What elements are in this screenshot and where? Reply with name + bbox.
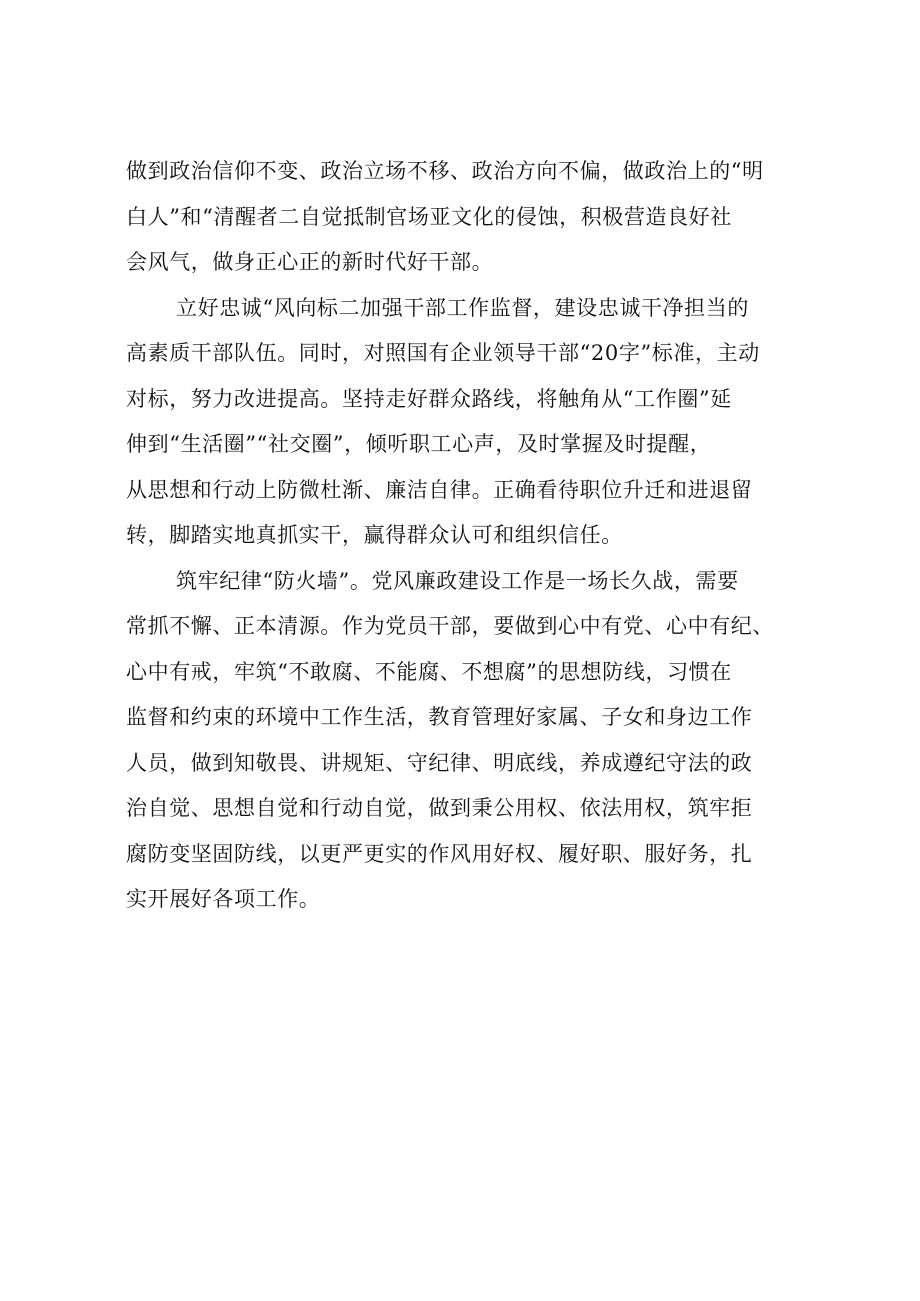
text-line: 常抓不懈、正本清源。作为党员干部，要做到心中有党、心中有纪、	[126, 614, 774, 638]
text-line: 心中有戒，牢筑“不敢腐、不能腐、不想腐”的思想防线，习惯在	[126, 659, 732, 684]
text-line: 立好忠诚“风向标二加强干部工作监督，建设忠诚干净担当的	[176, 295, 749, 320]
text-line: 转，脚踏实地真抓实干，赢得群众认可和组织信任。	[126, 523, 623, 547]
text-line: 治自觉、思想自觉和行动自觉，做到秉公用权、依法用权，筑牢拒	[126, 796, 753, 820]
paragraph-discipline	[126, 559, 826, 923]
text-line: 腐防变坚固防线，以更严更实的作风用好权、履好职、服好务，扎	[126, 841, 753, 866]
text-line: 对标，努力改进提高。坚持走好群众路线，将触角从“工作圈”延	[126, 386, 732, 411]
text-line: 监督和约束的环境中工作生活，教育管理好家属、子女和身边工作	[126, 705, 753, 729]
text-line: 伸到“生活圈”“社交圈”，倾听职工心声，及时掌握及时提醒，	[126, 432, 712, 456]
document-body	[126, 149, 826, 923]
text-line: 从思想和行动上防微杜渐、廉洁自律。正确看待职位升迁和进退留	[126, 477, 753, 502]
paragraph-continuation	[126, 149, 826, 286]
text-line: 白人”和“清醒者二自觉抵制官场亚文化的侵蚀，积极营造良好社	[126, 204, 732, 229]
text-line: 做到政治信仰不变、政治立场不移、政治方向不偏，做政治上的“明	[126, 159, 764, 183]
text-line: 实开展好各项工作。	[126, 887, 321, 911]
text-line: 筑牢纪律“防火墙”。党风廉政建设工作是一场长久战，需要	[176, 568, 739, 593]
text-line: 高素质干部队伍。同时，对照国有企业领导干部“20字”标准，主动	[126, 341, 760, 365]
text-line: 人员，做到知敬畏、讲规矩、守纪律、明底线，养成遵纪守法的政	[126, 750, 753, 775]
paragraph-loyalty	[126, 286, 826, 559]
text-line: 会风气，做身正心正的新时代好干部。	[126, 250, 494, 274]
